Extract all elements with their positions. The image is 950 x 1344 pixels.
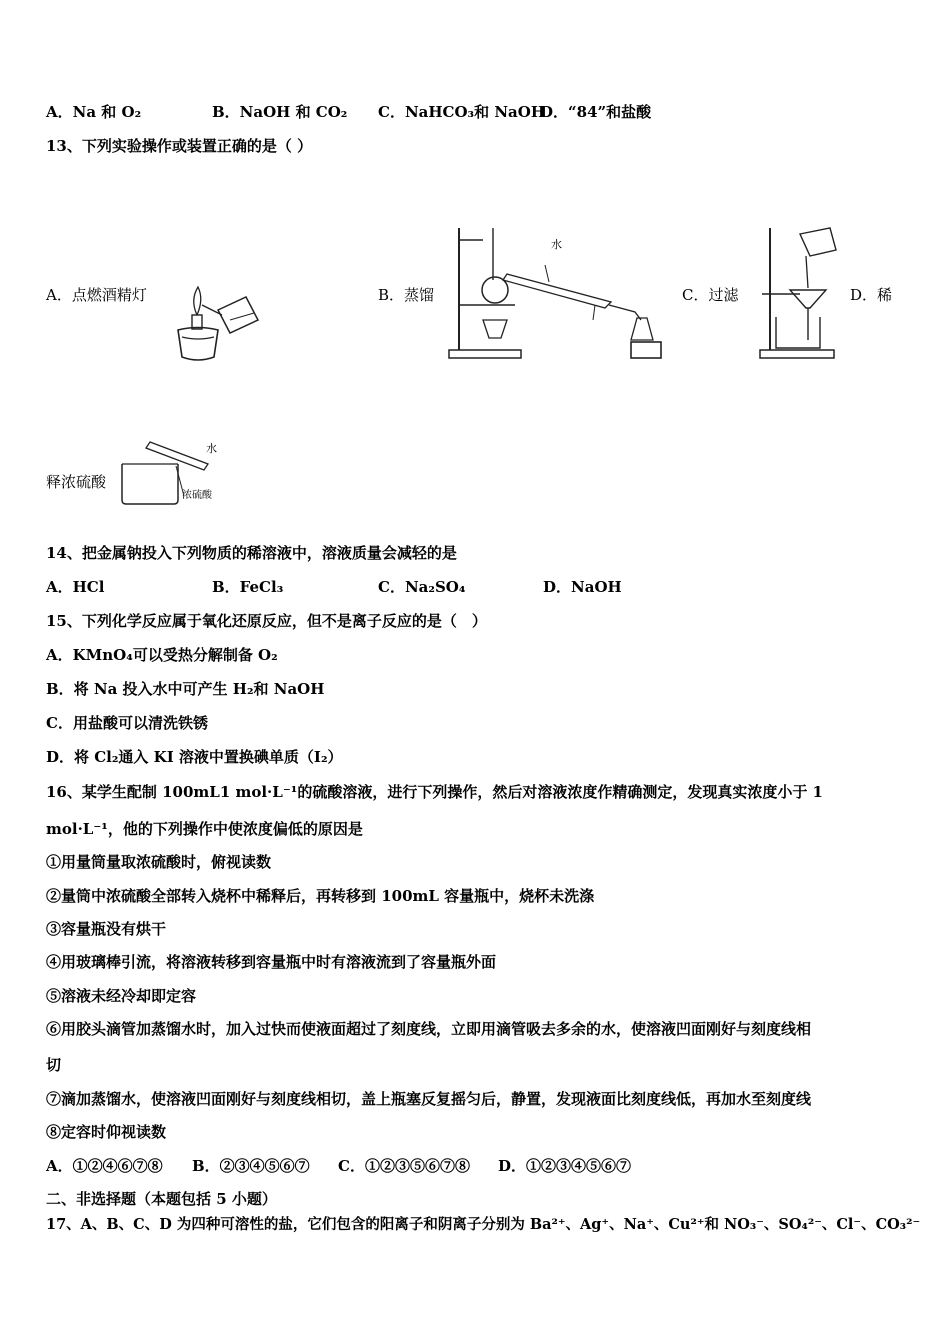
q13-stem: 13、下列实验操作或装置正确的是（ ） <box>46 137 313 155</box>
section-2-heading: 二、非选择题（本题包括 5 小题） <box>46 1190 277 1208</box>
q14-option-b: B．FeCl₃ <box>212 578 284 596</box>
q12-option-a: A．Na 和 O₂ <box>46 103 142 121</box>
q15-option-a: A．KMnO₄可以受热分解制备 O₂ <box>46 646 278 664</box>
dilution-acid-label: 浓硫酸 <box>182 490 212 501</box>
q16-item-1: ①用量筒量取浓硫酸时，俯视读数 <box>46 853 272 871</box>
q12-option-b: B．NaOH 和 CO₂ <box>212 103 348 121</box>
q16-item-6-cont: 切 <box>46 1056 62 1074</box>
q12-option-d: D．“84”和盐酸 <box>540 103 652 121</box>
q13-option-d-tail: 释浓硫酸 <box>46 473 107 491</box>
q16-option-a: A．①②④⑥⑦⑧ <box>46 1157 163 1175</box>
q17-stem: 17、A、B、C、D 为四种可溶性的盐，它们包含的阳离子和阴离子分别为 Ba²⁺、Ag⁺、Na⁺、Cu²⁺和 NO₃⁻、SO₄²⁻、Cl⁻、CO₃²⁻ <box>46 1216 921 1233</box>
q16-stem-line2: mol·L⁻¹，他的下列操作中使浓度偏低的原因是 <box>46 820 363 838</box>
q16-item-8: ⑧定容时仰视读数 <box>46 1123 167 1141</box>
q16-item-4: ④用玻璃棒引流，将溶液转移到容量瓶中时有溶液流到了容量瓶外面 <box>46 953 497 971</box>
q16-item-3: ③容量瓶没有烘干 <box>46 920 167 938</box>
q15-stem: 15、下列化学反应属于氧化还原反应，但不是离子反应的是（ ） <box>46 612 487 630</box>
q16-option-b: B．②③④⑤⑥⑦ <box>192 1157 310 1175</box>
q14-option-c: C．Na₂SO₄ <box>378 578 466 596</box>
dilution-figure <box>118 436 228 508</box>
q14-option-a: A．HCl <box>46 578 105 596</box>
dilution-water-label: 水 <box>206 442 217 455</box>
q16-item-6: ⑥用胶头滴管加蒸馏水时，加入过快而使液面超过了刻度线，立即用滴管吸去多余的水，使溶液凹面刚好与刻度线相 <box>46 1020 812 1038</box>
alcohol-lamp-figure <box>158 275 268 365</box>
q16-item-2: ②量筒中浓硫酸全部转入烧杯中稀释后，再转移到 100mL 容量瓶中，烧杯未洗涤 <box>46 887 595 905</box>
q16-item-7: ⑦滴加蒸馏水，使溶液凹面刚好与刻度线相切，盖上瓶塞反复摇匀后，静置，发现液面比刻度线低，再加水至刻度线 <box>46 1090 812 1108</box>
q14-stem: 14、把金属钠投入下列物质的稀溶液中，溶液质量会减轻的是 <box>46 544 457 562</box>
filtration-figure <box>752 222 842 362</box>
q14-option-d: D．NaOH <box>543 578 622 596</box>
q15-option-b: B．将 Na 投入水中可产生 H₂和 NaOH <box>46 680 325 698</box>
q13-option-c: C．过滤 <box>682 286 739 304</box>
distill-water-label: 水 <box>551 238 562 251</box>
q16-item-5: ⑤溶液未经冷却即定容 <box>46 987 197 1005</box>
q13-option-d-head: D．稀 <box>850 286 893 304</box>
distillation-figure <box>445 220 675 365</box>
q13-option-a: A．点燃酒精灯 <box>46 286 147 304</box>
q12-option-c: C．NaHCO₃和 NaOH <box>378 103 546 121</box>
q15-option-c: C．用盐酸可以清洗铁锈 <box>46 714 208 732</box>
q16-option-d: D．①②③④⑤⑥⑦ <box>498 1157 632 1175</box>
q13-option-b: B．蒸馏 <box>378 286 435 304</box>
q16-option-c: C．①②③⑤⑥⑦⑧ <box>338 1157 470 1175</box>
q15-option-d: D．将 Cl₂通入 KI 溶液中置换碘单质（I₂） <box>46 748 343 766</box>
q16-stem-line1: 16、某学生配制 100mL1 mol·L⁻¹的硫酸溶液，进行下列操作，然后对溶液浓度作精确测定，发现真实浓度小于 1 <box>46 783 823 801</box>
